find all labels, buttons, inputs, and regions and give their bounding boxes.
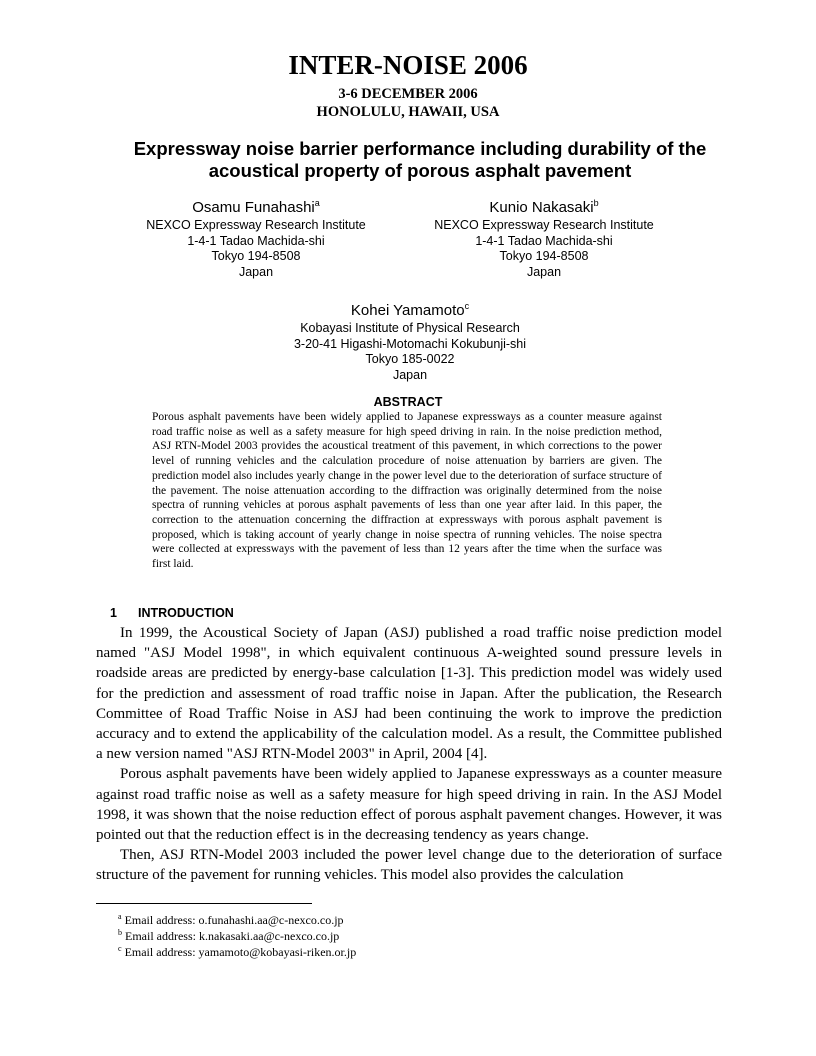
section-number: 1 <box>110 606 117 620</box>
body-paragraph: In 1999, the Acoustical Society of Japan (ASJ) published a road traffic noise prediction model named "ASJ Model 1998", in which equivalent continuous A-weighted sound pressure levels in roadside areas are predicted by energy-base calculation [1-3]. This prediction model was widely used for the prediction and assessment of road traffic noise in Japan. After the publication, the Research Committee of Road Traffic Noise in ASJ had been continuing the work to improve the prediction accuracy and to extend the applicability of the calculation model. As a result, the Committee published a new version named "ASJ RTN-Model 2003" in April, 2004 [4]. <box>96 625 722 763</box>
body-paragraph: Then, ASJ RTN-Model 2003 included the power level change due to the deterioration of surface structure of the pavement for running vehicles. This model also provides the calculation <box>96 847 722 884</box>
author-block <box>130 198 382 280</box>
abstract-heading: ABSTRACT <box>373 395 443 409</box>
author-block <box>414 198 674 280</box>
footnotes <box>118 912 356 960</box>
author-address: Tokyo 194-8508 <box>211 249 301 263</box>
author-address: Tokyo 185-0022 <box>365 352 455 366</box>
body-paragraph: Porous asphalt pavements have been widely applied to Japanese expressways as a counter measure against road traffic noise as well as a safety measure for high speed driving in rain. In the ASJ Model 1998, it was shown that the noise reduction effect of porous asphalt pavement changes. However, it was pointed out that the reduction effect is in the decreasing tendency as years change. <box>96 766 722 844</box>
author-country: Japan <box>238 264 274 279</box>
section-heading <box>110 606 234 620</box>
abstract-text: Porous asphalt pavements have been widely applied to Japanese expressways as a counter measure against road traffic noise as well as a safety measure for high speed driving in rain. In the noise prediction method, ASJ RTN-Model 2003 provides the acoustical treatment of this pavement, in which corrections to the power level of running vehicles and the calculation procedure of noise attenuation by barriers are given. The prediction model also includes yearly change in the power level due to the deterioration of surface structure of the pavement. The noise attenuation according to the diffraction was originally determined from the noise spectra of running vehicles at porous asphalt pavements of less than one year after laid. In this paper, the correction to the attenuation concerning the diffraction at expressways with porous asphalt pavement is proposed, which is taking account of yearly change in noise spectra of running vehicles. The noise spectra were collected at expressways with the pavement of less than 12 years after the time when the surface was first laid. <box>152 411 662 571</box>
conference-title: INTER-NOISE 2006 <box>288 50 528 80</box>
author-name: Kunio Nakasaki$^b$ <box>489 198 599 216</box>
author-address: 1-4-1 Tadao Machida-shi <box>187 233 325 248</box>
author-address: 3-20-41 Higashi-Motomachi Kokubunji-shi <box>293 336 527 351</box>
author-address: 1-4-1 Tadao Machida-shi <box>475 233 613 248</box>
author-affiliation: NEXCO Expressway Research Institute <box>146 218 366 232</box>
footnote-divider <box>96 903 312 904</box>
footnote-mark: b <box>118 928 122 937</box>
paper-title <box>110 138 730 182</box>
author-affiliation: NEXCO Expressway Research Institute <box>434 218 654 232</box>
author-name: Osamu Funahashi$^a$ <box>192 198 320 216</box>
paper-title-line: acoustical property of porous asphalt pavement <box>208 160 632 181</box>
footnote-mark: a <box>118 912 122 921</box>
author-block <box>260 301 560 383</box>
footnote: $^a$ Email address: o.funahashi.aa@c-nexco.co.jp <box>118 912 344 927</box>
author-country: Japan <box>526 264 562 279</box>
footnote: $^b$ Email address: k.nakasaki.aa@c-nexco.co.jp <box>118 928 340 943</box>
conference-dates: 3-6 DECEMBER 2006 <box>338 86 478 102</box>
footnote: $^c$ Email address: yamamoto@kobayasi-riken.or.jp <box>118 944 357 959</box>
conference-location: HONOLULU, HAWAII, USA <box>316 104 500 120</box>
author-country: Japan <box>392 367 428 382</box>
section-body <box>96 623 722 886</box>
footnote-mark: c <box>118 944 122 953</box>
author-address: Tokyo 194-8508 <box>499 249 589 263</box>
section-title: INTRODUCTION <box>138 606 234 620</box>
author-affiliation: Kobayasi Institute of Physical Research <box>300 321 520 335</box>
author-name: Kohei Yamamoto$^c$ <box>350 301 470 319</box>
author-footnote-mark: c <box>464 301 470 311</box>
author-footnote-mark: b <box>593 198 599 208</box>
paper-title-line: Expressway noise barrier performance including durability of the <box>133 138 707 159</box>
author-footnote-mark: a <box>314 198 320 208</box>
